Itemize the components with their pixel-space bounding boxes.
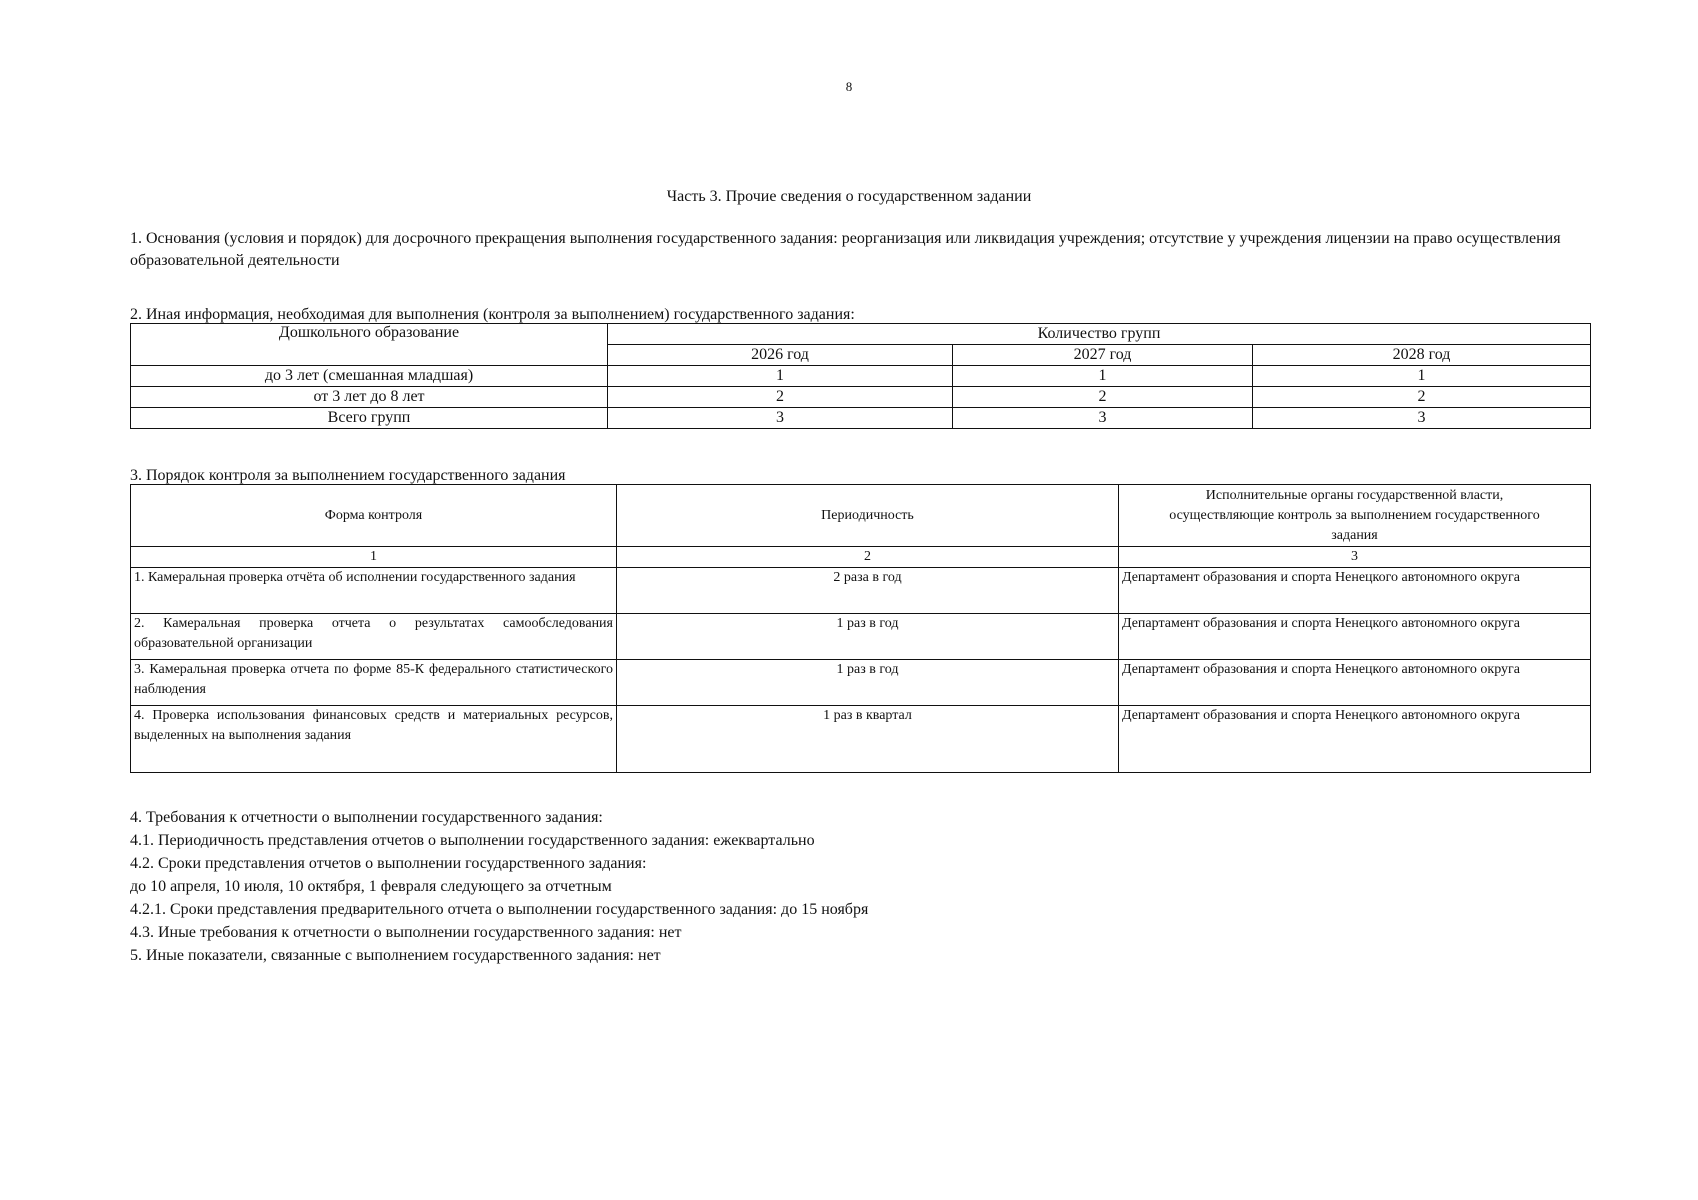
- year-header: 2027 год: [953, 345, 1253, 366]
- cell-value: 1: [953, 366, 1253, 387]
- control-body: Департамент образования и спорта Ненецкого автономного округа: [1119, 706, 1591, 773]
- control-form: 2. Камеральная проверка отчета о результатах самообследования образовательной организации: [131, 614, 617, 660]
- table-row: [131, 408, 1591, 429]
- control-period: 2 раза в год: [617, 568, 1119, 614]
- part-title: Часть 3. Прочие сведения о государственном задании: [666, 188, 1032, 205]
- table-row: [131, 366, 1591, 387]
- control-period: 1 раз в год: [617, 614, 1119, 660]
- column-number: 1: [131, 547, 617, 568]
- row-label: от 3 лет до 8 лет: [131, 387, 608, 408]
- control-body: Департамент образования и спорта Ненецкого автономного округа: [1119, 568, 1591, 614]
- control-body: Департамент образования и спорта Ненецкого автономного округа: [1119, 614, 1591, 660]
- year-header: 2026 год: [608, 345, 953, 366]
- table-row: [131, 614, 1591, 660]
- requirement-line: 4.2. Сроки представления отчетов о выполнении государственного задания:: [130, 855, 647, 872]
- table-row: [131, 660, 1591, 706]
- control-body: Департамент образования и спорта Ненецкого автономного округа: [1119, 660, 1591, 706]
- cell-value: 1: [608, 366, 953, 387]
- requirement-line: 4.2.1. Сроки представления предварительного отчета о выполнении государственного задания: до 15 ноября: [130, 901, 869, 918]
- column-number-row: [131, 547, 1591, 568]
- control-form: 3. Камеральная проверка отчета по форме 85-К федерального статистического наблюдения: [131, 660, 617, 706]
- cell-value: 3: [608, 408, 953, 429]
- requirement-line: 4. Требования к отчетности о выполнении государственного задания:: [130, 809, 603, 826]
- header-form: Форма контроля: [131, 485, 617, 547]
- control-table: [130, 484, 1591, 773]
- header-body: Исполнительные органы государственной власти, осуществляющие контроль за выполнением государственного задания: [1119, 485, 1591, 547]
- row-label: до 3 лет (смешанная младшая): [131, 366, 608, 387]
- cell-value: 2: [608, 387, 953, 408]
- column-number: 3: [1119, 547, 1591, 568]
- row-label: Всего групп: [131, 408, 608, 429]
- groups-count-header: Количество групп: [608, 324, 1591, 345]
- cell-value: 2: [953, 387, 1253, 408]
- section3-heading: 3. Порядок контроля за выполнением государственного задания: [130, 467, 566, 484]
- header-period: Периодичность: [617, 485, 1119, 547]
- groups-table-header-row: [131, 324, 1591, 345]
- control-table-header-row: [131, 485, 1591, 547]
- section1-text: 1. Основания (условия и порядок) для досрочного прекращения выполнения государственного задания: реорганизация или ликвидация учреждения; отсутствие у учреждения лицензии на право осуществления образовательной деятельности: [130, 230, 1561, 269]
- page-number: 8: [845, 79, 853, 94]
- requirement-line: до 10 апреля, 10 июля, 10 октября, 1 февраля следующего за отчетным: [130, 878, 612, 895]
- cell-value: 3: [1253, 408, 1591, 429]
- cell-value: 1: [1253, 366, 1591, 387]
- year-header: 2028 год: [1253, 345, 1591, 366]
- table-row: [131, 568, 1591, 614]
- table-row: [131, 387, 1591, 408]
- cell-value: 3: [953, 408, 1253, 429]
- groups-table: [130, 323, 1591, 429]
- table-row: [131, 706, 1591, 773]
- control-period: 1 раз в год: [617, 660, 1119, 706]
- groups-col-label: Дошкольного образование: [131, 324, 608, 366]
- column-number: 2: [617, 547, 1119, 568]
- section2-heading: 2. Иная информация, необходимая для выполнения (контроля за выполнением) государственного задания:: [130, 306, 855, 323]
- requirement-line: 5. Иные показатели, связанные с выполнением государственного задания: нет: [130, 947, 661, 964]
- control-period: 1 раз в квартал: [617, 706, 1119, 773]
- control-form: 4. Проверка использования финансовых средств и материальных ресурсов, выделенных на выполнения задания: [131, 706, 617, 773]
- cell-value: 2: [1253, 387, 1591, 408]
- control-form: 1. Камеральная проверка отчёта об исполнении государственного задания: [131, 568, 617, 614]
- requirement-line: 4.1. Периодичность представления отчетов о выполнении государственного задания: ежеквартально: [130, 832, 815, 849]
- reporting-requirements: [130, 806, 1430, 967]
- requirement-line: 4.3. Иные требования к отчетности о выполнении государственного задания: нет: [130, 924, 682, 941]
